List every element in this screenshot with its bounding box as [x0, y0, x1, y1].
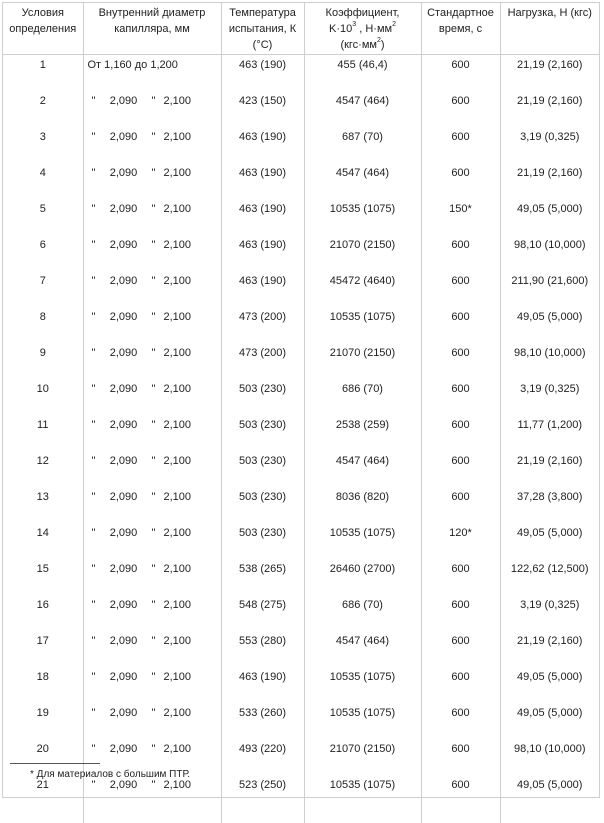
diameter-to-value: 2,100 [164, 239, 192, 251]
cell-temperature: 463 (190) [221, 235, 304, 271]
cell-standard-time: 600 [421, 307, 500, 343]
ditto-mark: " [88, 742, 100, 756]
ditto-mark: " [88, 94, 100, 108]
table-row [3, 667, 599, 703]
ditto-mark: " [88, 274, 100, 288]
cell-load: 49,05 (5,000) [500, 307, 599, 343]
cell-capillary-diameter [83, 523, 221, 559]
table-row [3, 775, 599, 823]
ditto-mark: " [88, 562, 100, 576]
cell-temperature: 538 (265) [221, 559, 304, 595]
table-row [3, 631, 599, 667]
ditto-mark: " [148, 598, 160, 612]
diameter-to-value: 2,100 [164, 455, 192, 467]
table-header-row [3, 3, 599, 55]
cell-condition-number: 18 [3, 667, 83, 703]
ditto-mark: " [88, 454, 100, 468]
test-conditions-table [3, 3, 599, 823]
cell-load: 3,19 (0,325) [500, 595, 599, 631]
cell-temperature: 503 (230) [221, 487, 304, 523]
table-row [3, 451, 599, 487]
cell-condition-number: 15 [3, 559, 83, 595]
cell-capillary-diameter [83, 127, 221, 163]
diameter-to-value: 2,100 [164, 167, 192, 179]
cell-capillary-diameter: От 1,160 до 1,200 [83, 55, 221, 92]
cell-condition-number: 13 [3, 487, 83, 523]
ditto-mark: " [148, 238, 160, 252]
table-row [3, 487, 599, 523]
cell-load: 21,19 (2,160) [500, 91, 599, 127]
cell-standard-time: 600 [421, 379, 500, 415]
cell-temperature: 463 (190) [221, 199, 304, 235]
cell-coefficient: 21070 (2150) [304, 235, 421, 271]
ditto-mark: " [148, 670, 160, 684]
cell-load: 3,19 (0,325) [500, 379, 599, 415]
table-row [3, 703, 599, 739]
cell-load: 21,19 (2,160) [500, 163, 599, 199]
cell-capillary-diameter [83, 487, 221, 523]
ditto-mark: " [88, 598, 100, 612]
table-row [3, 523, 599, 559]
cell-coefficient: 10535 (1075) [304, 667, 421, 703]
header-load: Нагрузка, Н (кгс) [500, 3, 599, 55]
ditto-value: 2,090 [100, 742, 148, 756]
cell-standard-time: 600 [421, 631, 500, 667]
ditto-value: 2,090 [100, 706, 148, 720]
cell-standard-time: 600 [421, 91, 500, 127]
cell-temperature: 503 (230) [221, 415, 304, 451]
cell-temperature: 548 (275) [221, 595, 304, 631]
cell-coefficient: 10535 (1075) [304, 523, 421, 559]
table-row [3, 127, 599, 163]
diameter-to-value: 2,100 [164, 779, 192, 791]
table-row [3, 595, 599, 631]
table-row [3, 307, 599, 343]
cell-standard-time: 600 [421, 595, 500, 631]
cell-coefficient: 686 (70) [304, 379, 421, 415]
cell-capillary-diameter [83, 235, 221, 271]
diameter-to-value: 2,100 [164, 347, 192, 359]
cell-coefficient: 21070 (2150) [304, 739, 421, 775]
ditto-value: 2,090 [100, 490, 148, 504]
ditto-mark: " [148, 526, 160, 540]
cell-condition-number: 10 [3, 379, 83, 415]
cell-load: 21,19 (2,160) [500, 631, 599, 667]
ditto-value: 2,090 [100, 310, 148, 324]
cell-load: 49,05 (5,000) [500, 523, 599, 559]
cell-capillary-diameter [83, 271, 221, 307]
diameter-to-value: 2,100 [164, 707, 192, 719]
cell-capillary-diameter [83, 595, 221, 631]
cell-temperature: 473 (200) [221, 307, 304, 343]
cell-standard-time: 600 [421, 415, 500, 451]
cell-condition-number: 14 [3, 523, 83, 559]
cell-condition-number: 9 [3, 343, 83, 379]
diameter-to-value: 2,100 [164, 527, 192, 539]
table-row [3, 559, 599, 595]
ditto-mark: " [148, 562, 160, 576]
cell-condition-number: 2 [3, 91, 83, 127]
cell-capillary-diameter [83, 199, 221, 235]
ditto-value: 2,090 [100, 562, 148, 576]
cell-temperature: 533 (260) [221, 703, 304, 739]
cell-capillary-diameter [83, 559, 221, 595]
cell-capillary-diameter [83, 631, 221, 667]
ditto-mark: " [88, 346, 100, 360]
ditto-mark: " [148, 454, 160, 468]
cell-standard-time: 600 [421, 343, 500, 379]
cell-condition-number: 20 [3, 739, 83, 775]
cell-capillary-diameter [83, 379, 221, 415]
cell-standard-time: 600 [421, 235, 500, 271]
ditto-mark: " [148, 490, 160, 504]
cell-temperature: 473 (200) [221, 343, 304, 379]
ditto-mark: " [148, 742, 160, 756]
ditto-value: 2,090 [100, 346, 148, 360]
ditto-value: 2,090 [100, 634, 148, 648]
diameter-to-value: 2,100 [164, 563, 192, 575]
cell-coefficient: 10535 (1075) [304, 775, 421, 823]
cell-standard-time: 600 [421, 775, 500, 823]
ditto-mark: " [148, 202, 160, 216]
diameter-to-value: 2,100 [164, 635, 192, 647]
ditto-mark: " [148, 310, 160, 324]
ditto-mark: " [148, 130, 160, 144]
cell-coefficient: 10535 (1075) [304, 307, 421, 343]
table-row [3, 199, 599, 235]
cell-coefficient: 10535 (1075) [304, 703, 421, 739]
cell-standard-time: 600 [421, 55, 500, 92]
cell-condition-number: 7 [3, 271, 83, 307]
cell-temperature: 463 (190) [221, 667, 304, 703]
cell-load: 3,19 (0,325) [500, 127, 599, 163]
cell-standard-time: 600 [421, 127, 500, 163]
cell-load: 211,90 (21,600) [500, 271, 599, 307]
cell-standard-time: 120* [421, 523, 500, 559]
cell-condition-number: 8 [3, 307, 83, 343]
diameter-to-value: 2,100 [164, 311, 192, 323]
header-conditions: Условия определения [3, 3, 83, 55]
diameter-to-value: 2,100 [164, 383, 192, 395]
cell-capillary-diameter [83, 91, 221, 127]
cell-capillary-diameter [83, 667, 221, 703]
ditto-value: 2,090 [100, 238, 148, 252]
cell-coefficient: 10535 (1075) [304, 199, 421, 235]
ditto-mark: " [148, 418, 160, 432]
cell-coefficient: 45472 (4640) [304, 271, 421, 307]
cell-temperature: 423 (150) [221, 91, 304, 127]
cell-capillary-diameter [83, 163, 221, 199]
ditto-value: 2,090 [100, 778, 148, 792]
cell-temperature: 503 (230) [221, 451, 304, 487]
table-row [3, 271, 599, 307]
ditto-mark: " [148, 706, 160, 720]
cell-condition-number: 16 [3, 595, 83, 631]
ditto-mark: " [88, 238, 100, 252]
table-row [3, 163, 599, 199]
cell-coefficient: 8036 (820) [304, 487, 421, 523]
cell-standard-time: 600 [421, 667, 500, 703]
header-capillary-diameter: Внутренний диаметр капилляра, мм [83, 3, 221, 55]
cell-capillary-diameter [83, 451, 221, 487]
cell-condition-number: 3 [3, 127, 83, 163]
cell-temperature: 463 (190) [221, 163, 304, 199]
cell-condition-number: 12 [3, 451, 83, 487]
cell-temperature: 553 (280) [221, 631, 304, 667]
ditto-mark: " [88, 706, 100, 720]
cell-load: 49,05 (5,000) [500, 667, 599, 703]
ditto-value: 2,090 [100, 202, 148, 216]
diameter-to-value: 2,100 [164, 671, 192, 683]
cell-load: 122,62 (12,500) [500, 559, 599, 595]
ditto-mark: " [148, 634, 160, 648]
cell-temperature: 463 (190) [221, 55, 304, 92]
cell-condition-number: 11 [3, 415, 83, 451]
ditto-value: 2,090 [100, 166, 148, 180]
ditto-mark: " [88, 310, 100, 324]
cell-capillary-diameter [83, 307, 221, 343]
table-row [3, 235, 599, 271]
ditto-mark: " [148, 94, 160, 108]
cell-standard-time: 600 [421, 451, 500, 487]
cell-coefficient: 4547 (464) [304, 451, 421, 487]
ditto-value: 2,090 [100, 598, 148, 612]
footnote-divider [10, 763, 100, 764]
cell-standard-time: 600 [421, 703, 500, 739]
ditto-value: 2,090 [100, 670, 148, 684]
cell-capillary-diameter [83, 343, 221, 379]
cell-temperature: 523 (250) [221, 775, 304, 823]
diameter-to-value: 2,100 [164, 599, 192, 611]
ditto-value: 2,090 [100, 526, 148, 540]
diameter-to-value: 2,100 [164, 131, 192, 143]
ditto-value: 2,090 [100, 454, 148, 468]
cell-load: 49,05 (5,000) [500, 703, 599, 739]
ditto-value: 2,090 [100, 418, 148, 432]
cell-temperature: 493 (220) [221, 739, 304, 775]
cell-standard-time: 600 [421, 487, 500, 523]
cell-coefficient: 21070 (2150) [304, 343, 421, 379]
ditto-mark: " [88, 382, 100, 396]
ditto-mark: " [88, 670, 100, 684]
header-standard-time: Стандартное время, с [421, 3, 500, 55]
ditto-mark: " [148, 346, 160, 360]
ditto-mark: " [148, 382, 160, 396]
cell-coefficient: 2538 (259) [304, 415, 421, 451]
ditto-mark: " [148, 166, 160, 180]
diameter-to-value: 2,100 [164, 743, 192, 755]
table-row [3, 379, 599, 415]
ditto-value: 2,090 [100, 382, 148, 396]
cell-standard-time: 600 [421, 739, 500, 775]
cell-coefficient: 4547 (464) [304, 91, 421, 127]
diameter-to-value: 2,100 [164, 95, 192, 107]
cell-condition-number: 17 [3, 631, 83, 667]
cell-load: 11,77 (1,200) [500, 415, 599, 451]
ditto-value: 2,090 [100, 274, 148, 288]
diameter-to-value: 2,100 [164, 203, 192, 215]
header-coefficient: Коэффициент, $K\cdot 10^3$ , $Н\cdot мм^2$ $(кгс\cdot мм^2)$ [304, 3, 421, 55]
ditto-mark: " [148, 274, 160, 288]
cell-load: 21,19 (2,160) [500, 55, 599, 92]
ditto-value: 2,090 [100, 94, 148, 108]
ditto-value: 2,090 [100, 130, 148, 144]
cell-condition-number: 1 [3, 55, 83, 92]
cell-temperature: 463 (190) [221, 127, 304, 163]
cell-standard-time: 600 [421, 163, 500, 199]
cell-load: 98,10 (10,000) [500, 235, 599, 271]
cell-temperature: 503 (230) [221, 523, 304, 559]
cell-standard-time: 600 [421, 559, 500, 595]
diameter-to-value: 2,100 [164, 491, 192, 503]
ditto-mark: " [88, 202, 100, 216]
cell-coefficient: 455 (46,4) [304, 55, 421, 92]
ditto-mark: " [88, 634, 100, 648]
table-body [3, 55, 599, 823]
cell-temperature: 503 (230) [221, 379, 304, 415]
ditto-mark: " [88, 418, 100, 432]
cell-condition-number: 5 [3, 199, 83, 235]
cell-temperature: 463 (190) [221, 271, 304, 307]
diameter-to-value: 2,100 [164, 419, 192, 431]
cell-condition-number: 6 [3, 235, 83, 271]
cell-coefficient: 687 (70) [304, 127, 421, 163]
table-row [3, 343, 599, 379]
cell-load: 98,10 (10,000) [500, 739, 599, 775]
table-row [3, 55, 599, 92]
cell-capillary-diameter [83, 415, 221, 451]
cell-load: 98,10 (10,000) [500, 343, 599, 379]
cell-condition-number: 21 [3, 775, 83, 823]
ditto-mark: " [88, 778, 100, 792]
cell-load: 49,05 (5,000) [500, 199, 599, 235]
cell-coefficient: 26460 (2700) [304, 559, 421, 595]
table-row [3, 415, 599, 451]
cell-coefficient: 4547 (464) [304, 631, 421, 667]
cell-standard-time: 150* [421, 199, 500, 235]
header-test-temperature: Температура испытания, К (°C) [221, 3, 304, 55]
cell-standard-time: 600 [421, 271, 500, 307]
ditto-mark: " [148, 778, 160, 792]
cell-load: 21,19 (2,160) [500, 451, 599, 487]
ditto-mark: " [88, 490, 100, 504]
ditto-mark: " [88, 166, 100, 180]
ditto-mark: " [88, 526, 100, 540]
cell-load: 37,28 (3,800) [500, 487, 599, 523]
cell-coefficient: 686 (70) [304, 595, 421, 631]
footnote: * Для материалов с большим ПТР. [30, 769, 190, 780]
cell-capillary-diameter [83, 703, 221, 739]
cell-capillary-diameter [83, 775, 221, 823]
cell-condition-number: 4 [3, 163, 83, 199]
ditto-mark: " [88, 130, 100, 144]
diameter-to-value: 2,100 [164, 275, 192, 287]
cell-load: 49,05 (5,000) [500, 775, 599, 823]
table-row [3, 91, 599, 127]
cell-condition-number: 19 [3, 703, 83, 739]
cell-coefficient: 4547 (464) [304, 163, 421, 199]
